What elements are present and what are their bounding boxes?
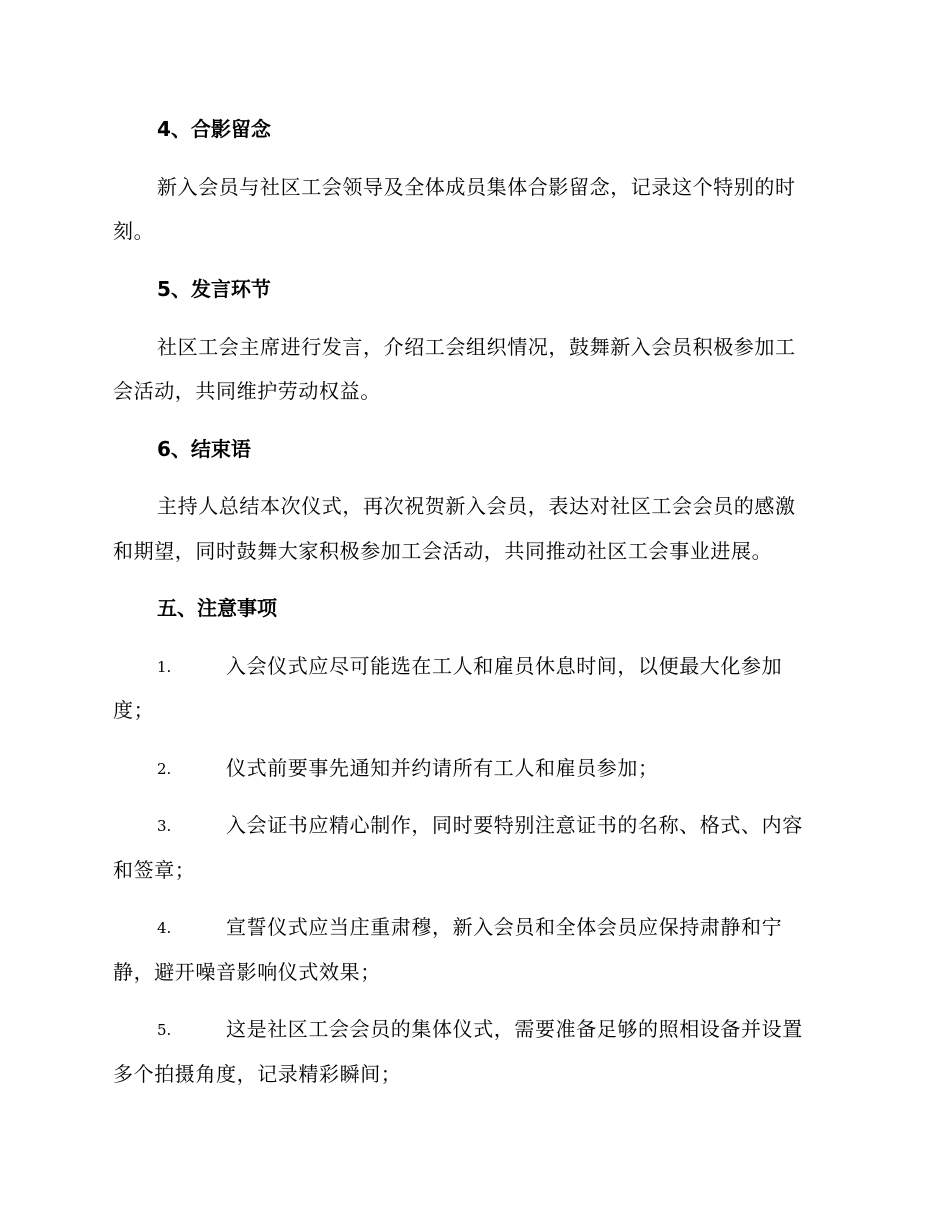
section-6-line-2: 和期望，同时鼓舞大家积极参加工会活动，共同推动社区工会事业进展。	[113, 539, 773, 563]
list-item-number: 5.	[157, 1021, 172, 1039]
list-item-number: 2.	[157, 760, 172, 778]
section-heading-5: 5、发言环节	[157, 277, 271, 301]
section-4-line-1: 新入会员与社区工会领导及全体成员集体合影留念，记录这个特别的时	[157, 175, 796, 199]
list-item-text: 仪式前要事先通知并约请所有工人和雇员参加；	[226, 756, 659, 780]
list-item-number: 1.	[157, 658, 172, 676]
list-item-text: 入会仪式应尽可能选在工人和雇员休息时间，以便最大化参加	[226, 654, 783, 678]
list-item-number: 3.	[157, 817, 172, 835]
list-item-continuation: 静，避开噪音影响仪式效果；	[113, 960, 381, 984]
section-heading-6: 6、结束语	[157, 437, 251, 461]
section-4-line-2: 刻。	[113, 219, 155, 243]
list-item-continuation: 度；	[113, 698, 155, 722]
section-heading-4: 4、合影留念	[157, 117, 271, 141]
list-item-text: 入会证书应精心制作，同时要特别注意证书的名称、格式、内容	[226, 813, 803, 837]
notes-heading: 五、注意事项	[157, 596, 277, 620]
list-item-number: 4.	[157, 919, 172, 937]
list-item-text: 宣誓仪式应当庄重肃穆，新入会员和全体会员应保持肃静和宁	[226, 915, 783, 939]
list-item-text: 这是社区工会会员的集体仪式，需要准备足够的照相设备并设置	[226, 1017, 803, 1041]
list-item-continuation: 和签章；	[113, 858, 196, 882]
section-5-line-1: 社区工会主席进行发言，介绍工会组织情况，鼓舞新入会员积极参加工	[157, 335, 796, 359]
list-item-continuation: 多个拍摄角度，记录精彩瞬间；	[113, 1062, 402, 1086]
section-6-line-1: 主持人总结本次仪式，再次祝贺新入会员，表达对社区工会会员的感激	[157, 494, 796, 518]
section-5-line-2: 会活动，共同维护劳动权益。	[113, 379, 381, 403]
